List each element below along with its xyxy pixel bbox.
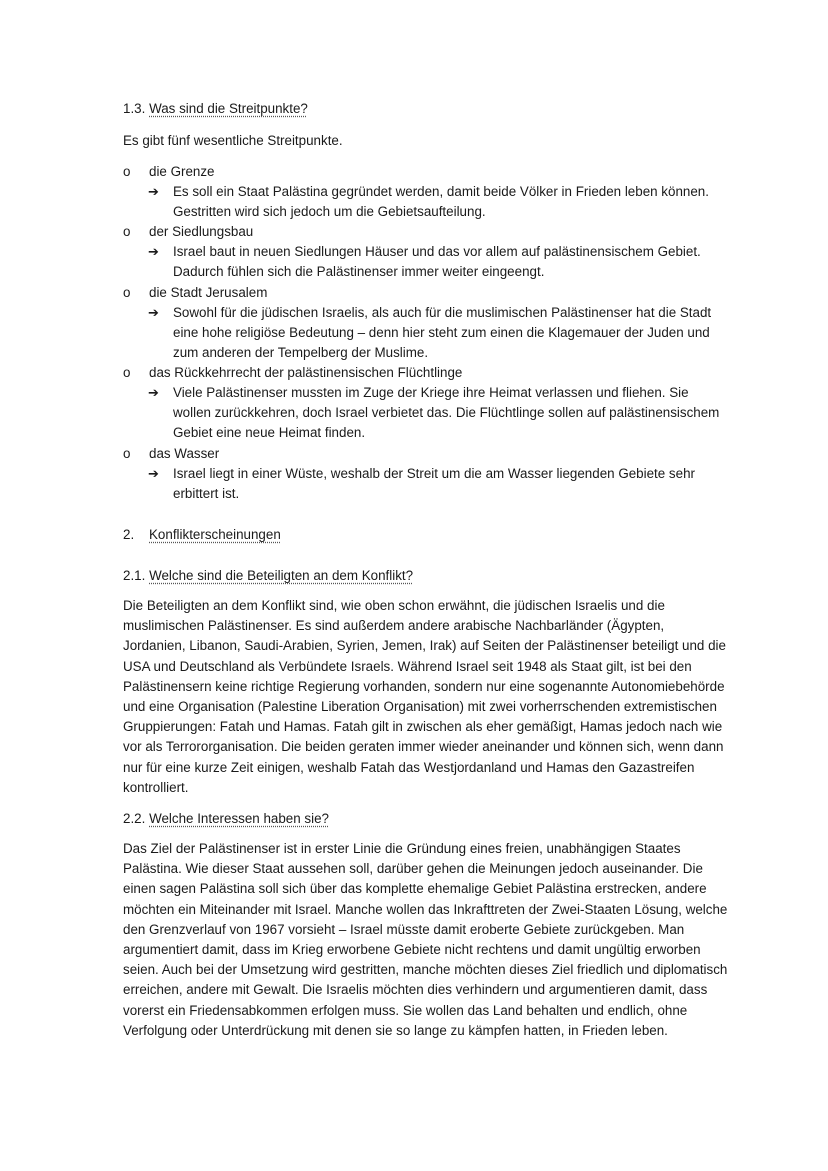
section-number: 2.2. xyxy=(123,811,146,826)
list-item-detail-text: Israel baut in neuen Siedlungen Häuser und das vor allem auf palästinensischem Gebiet. Dadurch fühlen sich die Palästinenser immer weiter eingeengt. xyxy=(173,244,701,280)
list-item-detail-text: Es soll ein Staat Palästina gegründet werden, damit beide Völker in Frieden leben können. Gestritten wird sich jedoch um die Gebietsaufteilung. xyxy=(173,184,709,220)
section-heading-2-2 xyxy=(123,809,329,828)
arrow-icon: ➔ xyxy=(148,184,159,199)
section-heading-1-3 xyxy=(123,99,308,118)
section-number: 2. xyxy=(123,527,135,542)
list-item-label: die Stadt Jerusalem xyxy=(149,285,268,300)
section-body-2-1: Die Beteiligten an dem Konflikt sind, wie oben schon erwähnt, die jüdischen Israelis und die muslimischen Palästinenser. Es sind außerdem andere arabische Nachbarländer (Ägypten, Jordanien, Libanon, Saudi-Arabien, Syrien, Jemen, Irak) auf Seiten der Palästinenser beteiligt und die USA und Deutschland als Verbündete Israels. Während Israel seit 1948 als Staat gilt, ist bei den Palästinensern keine richtige Regierung vorhanden, sondern nur eine sogenannte Autonomiebehörde und eine Organisation (Palestine Liberation Organisation) mit zwei vorherrschenden extremistischen Gruppierungen: Fatah und Hamas. Fatah gilt in zwischen als eher gemäßigt, Hamas jedoch nach wie vor als Terrororganisation. Die beiden geraten immer wieder aneinander und können sich, wenn dann nur für eine kurze Zeit einigen, weshalb Fatah das Westjordanland und Hamas den Gazastreifen kontrolliert. xyxy=(123,598,726,795)
section-heading-2-1 xyxy=(123,566,413,585)
bullet-marker: o xyxy=(123,365,131,380)
list-item-detail xyxy=(148,464,728,504)
arrow-icon: ➔ xyxy=(148,305,159,320)
list-item-detail xyxy=(148,383,728,444)
bullet-marker: o xyxy=(123,285,131,300)
bullet-marker: o xyxy=(123,446,131,461)
section-title: Konflikterscheinungen xyxy=(149,527,281,542)
list-item-label: das Rückkehrrecht der palästinensischen Flüchtlinge xyxy=(149,365,463,380)
bullet-marker: o xyxy=(123,164,131,179)
arrow-icon: ➔ xyxy=(148,244,159,259)
list-item-label: die Grenze xyxy=(149,164,215,179)
section-number: 1.3. xyxy=(123,101,146,116)
section-body-2-2: Das Ziel der Palästinenser ist in erster Linie die Gründung eines freien, unabhängigen Staates Palästina. Wie dieser Staat aussehen soll, darüber gehen die Meinungen jedoch auseinander. Die einen sagen Palästina soll sich über das komplette ehemalige Gebiet Palästina erstrecken, andere möchten ein Miteinander mit Israel. Manche wollen das Inkrafttreten der Zwei-Staaten Lösung, welche den Grenzverlauf von 1967 vorsieht – Israel müsste damit eroberte Gebiete zurückgeben. Man argumentiert damit, dass im Krieg erworbene Gebiete nicht rechtens und damit ungültig erworben seien. Auch bei der Umsetzung wird gestritten, manche möchten dieses Ziel friedlich und diplomatisch erreichen, andere mit Gewalt. Die Israelis möchten dies verhindern und argumentieren damit, dass vorerst ein Friedensabkommen erfolgen muss. Sie wollen das Land behalten und endlich, ohne Verfolgung oder Unterdrückung mit denen sie so lange zu kämpfen hatten, in Frieden leben. xyxy=(123,841,728,1038)
list-item-detail xyxy=(148,303,728,364)
list-item-label: der Siedlungsbau xyxy=(149,224,254,239)
arrow-icon: ➔ xyxy=(148,466,159,481)
section-number: 2.1. xyxy=(123,568,146,583)
list-item xyxy=(123,363,462,383)
list-item xyxy=(123,283,267,303)
section-heading-2 xyxy=(123,525,281,544)
list-item xyxy=(123,444,219,464)
list-item-detail-text: Israel liegt in einer Wüste, weshalb der Streit um die am Wasser liegenden Gebiete sehr erbittert ist. xyxy=(173,466,695,502)
list-item-detail xyxy=(148,242,728,282)
section-title: Was sind die Streitpunkte? xyxy=(149,101,308,116)
list-item-detail-text: Sowohl für die jüdischen Israelis, als auch für die muslimischen Palästinenser hat die Stadt eine hohe religiöse Bedeutung – denn hier steht zum einen die Klagemauer der Juden und zum anderen der Tempelberg der Muslime. xyxy=(173,305,712,361)
bullet-marker: o xyxy=(123,224,131,239)
list-item-detail xyxy=(148,182,728,222)
list-item xyxy=(123,162,215,182)
arrow-icon: ➔ xyxy=(148,385,159,400)
list-item-detail-text: Viele Palästinenser mussten im Zuge der Kriege ihre Heimat verlassen und fliehen. Sie wollen zurückkehren, doch Israel verbietet das. Die Flüchtlinge sollen auf palästinensischem Gebiet eine neue Heimat finden. xyxy=(173,385,720,441)
intro-text: Es gibt fünf wesentliche Streitpunkte. xyxy=(123,133,343,148)
section-title: Welche Interessen haben sie? xyxy=(149,811,329,826)
section-title: Welche sind die Beteiligten an dem Konflikt? xyxy=(149,568,414,583)
list-item xyxy=(123,222,253,242)
list-item-label: das Wasser xyxy=(149,446,220,461)
